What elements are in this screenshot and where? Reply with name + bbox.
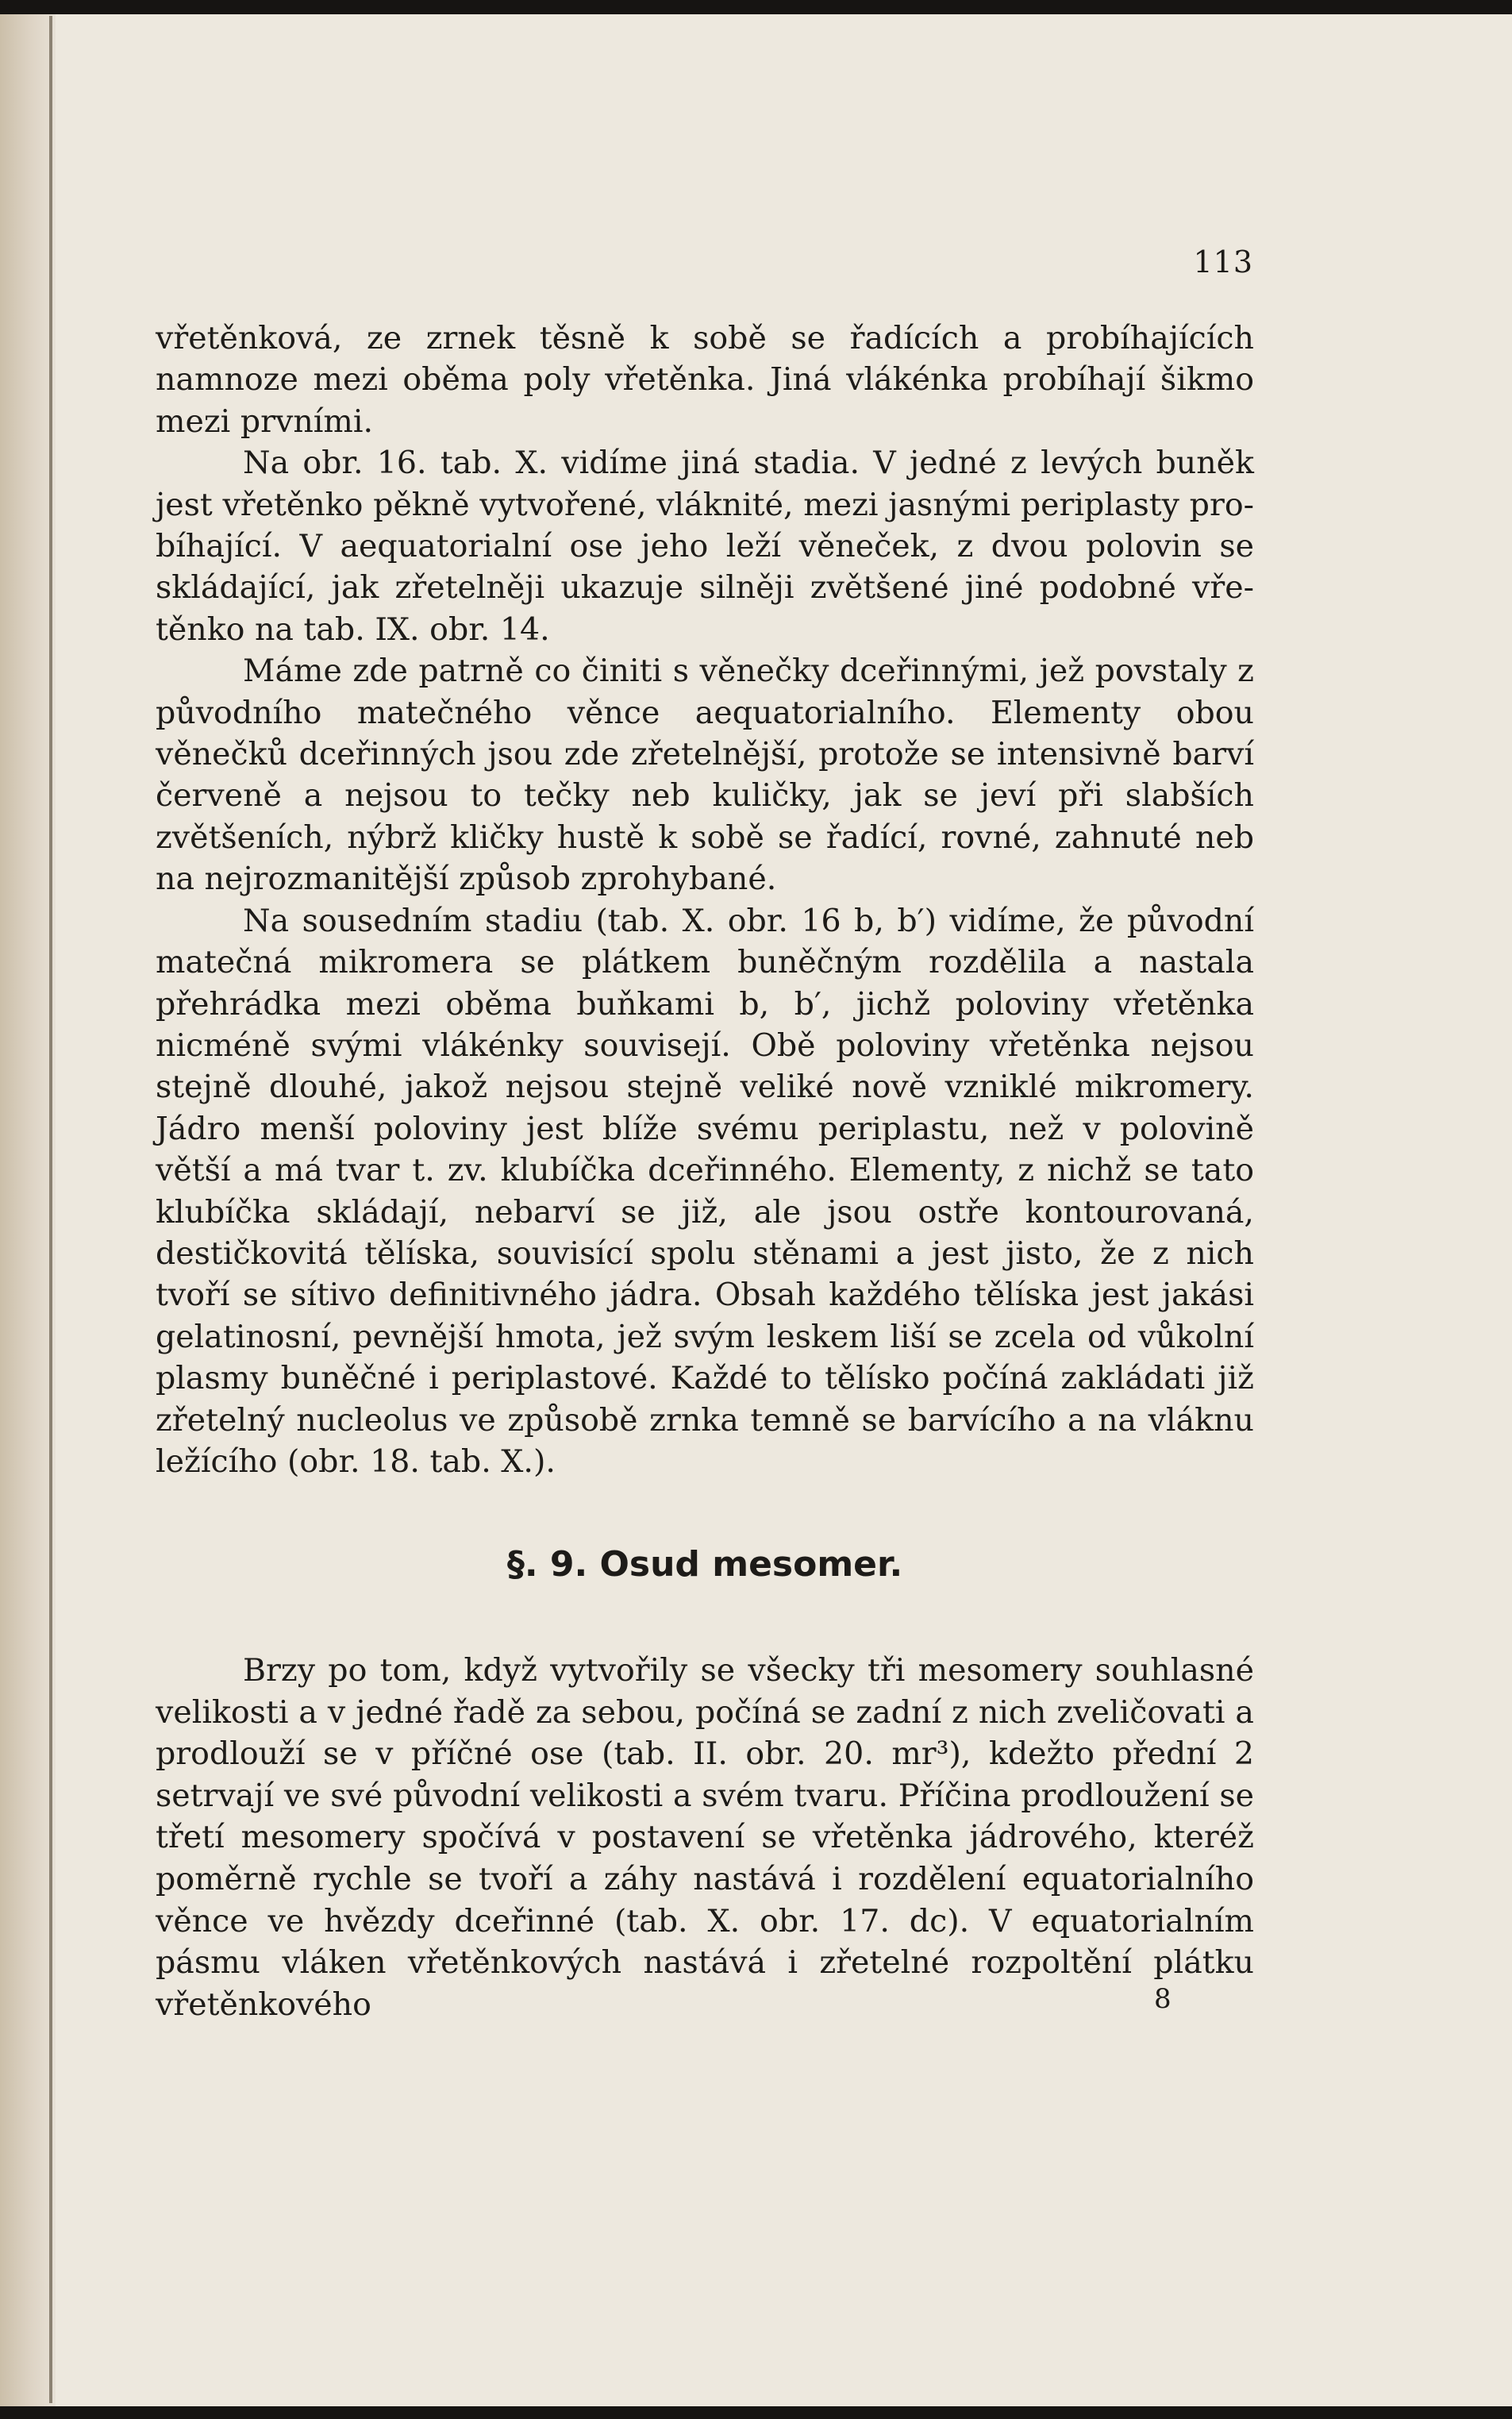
- binding-line: [49, 16, 52, 2403]
- scan-bottom-edge: [0, 2406, 1512, 2419]
- paragraph-2: Na obr. 16. tab. X. vidíme jiná stadia. V jedné z levých buněk jest vřetěnko pěkně vytvořené, vláknité, mezi jasnými periplasty probíhající. V aequatorialní ose jeho leží věneček, z dvou polovin se skládající, jak zřetelněji ukazuje silněji zvětšené jiné podobné vřetěnko na tab. IX. obr. 14.: [156, 445, 1254, 648]
- scan-top-edge: [0, 0, 1512, 14]
- binding-shadow: [0, 14, 56, 2406]
- paragraph-4: Na sousedním stadiu (tab. X. obr. 16 b, b′) vidíme, že původní matečná mikromera se plátkem buněčným rozdělila a nastala přehrádka mezi oběma buňkami b, b′, jichž poloviny vřetěnka nicméně svými vlákénky souvisejí. Obě poloviny vřetěnka nejsou stejně dlouhé, jakož nejsou stejně veliké nově vzniklé mikromery. Jádro menší poloviny jest blíže svému periplastu, než v polovině větší a má tvar t. zv. klubíčka dceřinného. Elementy, z nichž se tato klubíčka skládají, nebarví se již, ale jsou ostře kontourovaná, destičkovitá tělíska, souvisící spolu stěnami a jest jisto, že z nich tvoří se sítivo definitivného jádra. Obsah každého tělíska jest jakási gelatinosní, pevnější hmota, jež svým leskem liší se zcela od vůkolní plasmy buněčné i periplastové. Každé to tělísko počíná zakládati již zřetelný nucleolus ve způsobě zrnka temně se barvícího a na vláknu ležícího (obr. 18. tab. X.).: [156, 902, 1254, 1480]
- paragraph-3: Máme zde patrně co činiti s věnečky dceřinnými, jež povstaly z původního matečného věnce aequatorialního. Elementy obou věnečků dceřinných jsou zde zřetelnější, protože se intensivně barví červeně a nejsou to tečky neb kuličky, jak se jeví při slabších zvětšeních, nýbrž kličky hustě k sobě se řadící, rovné, zahnuté neb na nejrozmanitější způsob zprohybané.: [156, 653, 1254, 898]
- signature-mark: 8: [1154, 1983, 1172, 2015]
- section-text-block: [156, 1650, 1254, 2025]
- page-number: 113: [1193, 245, 1253, 279]
- paragraph-1: vřetěnková, ze zrnek těsně k sobě se řadících a probíhajících namnoze mezi oběma poly vřetěnka. Jiná vlákénka probíhají šikmo mezi prvními.: [156, 320, 1254, 440]
- section-paragraph-1: Brzy po tom, když vytvořily se všecky tři mesomery souhlasné velikosti a v jedné řadě za sebou, počíná se zadní z nich zveličovati a prodlouží se v příčné ose (tab. II. obr. 20. mr³), kdežto přední 2 setrvají ve své původní velikosti a svém tvaru. Příčina prodloužení se třetí mesomery spočívá v postavení se vřetěnka jádrového, kteréž poměrně rychle se tvoří a záhy nastává i rozdělení equatorialního věnce ve hvězdy dceřinné (tab. X. obr. 17. dc). V equatorialním pásmu vláken vřetěnkových nastává i zřetelné rozpoltění plátku vřetěnkového: [156, 1652, 1254, 2023]
- main-text-block: [156, 318, 1254, 1482]
- section-heading: §. 9. Osud mesomer.: [506, 1544, 903, 1585]
